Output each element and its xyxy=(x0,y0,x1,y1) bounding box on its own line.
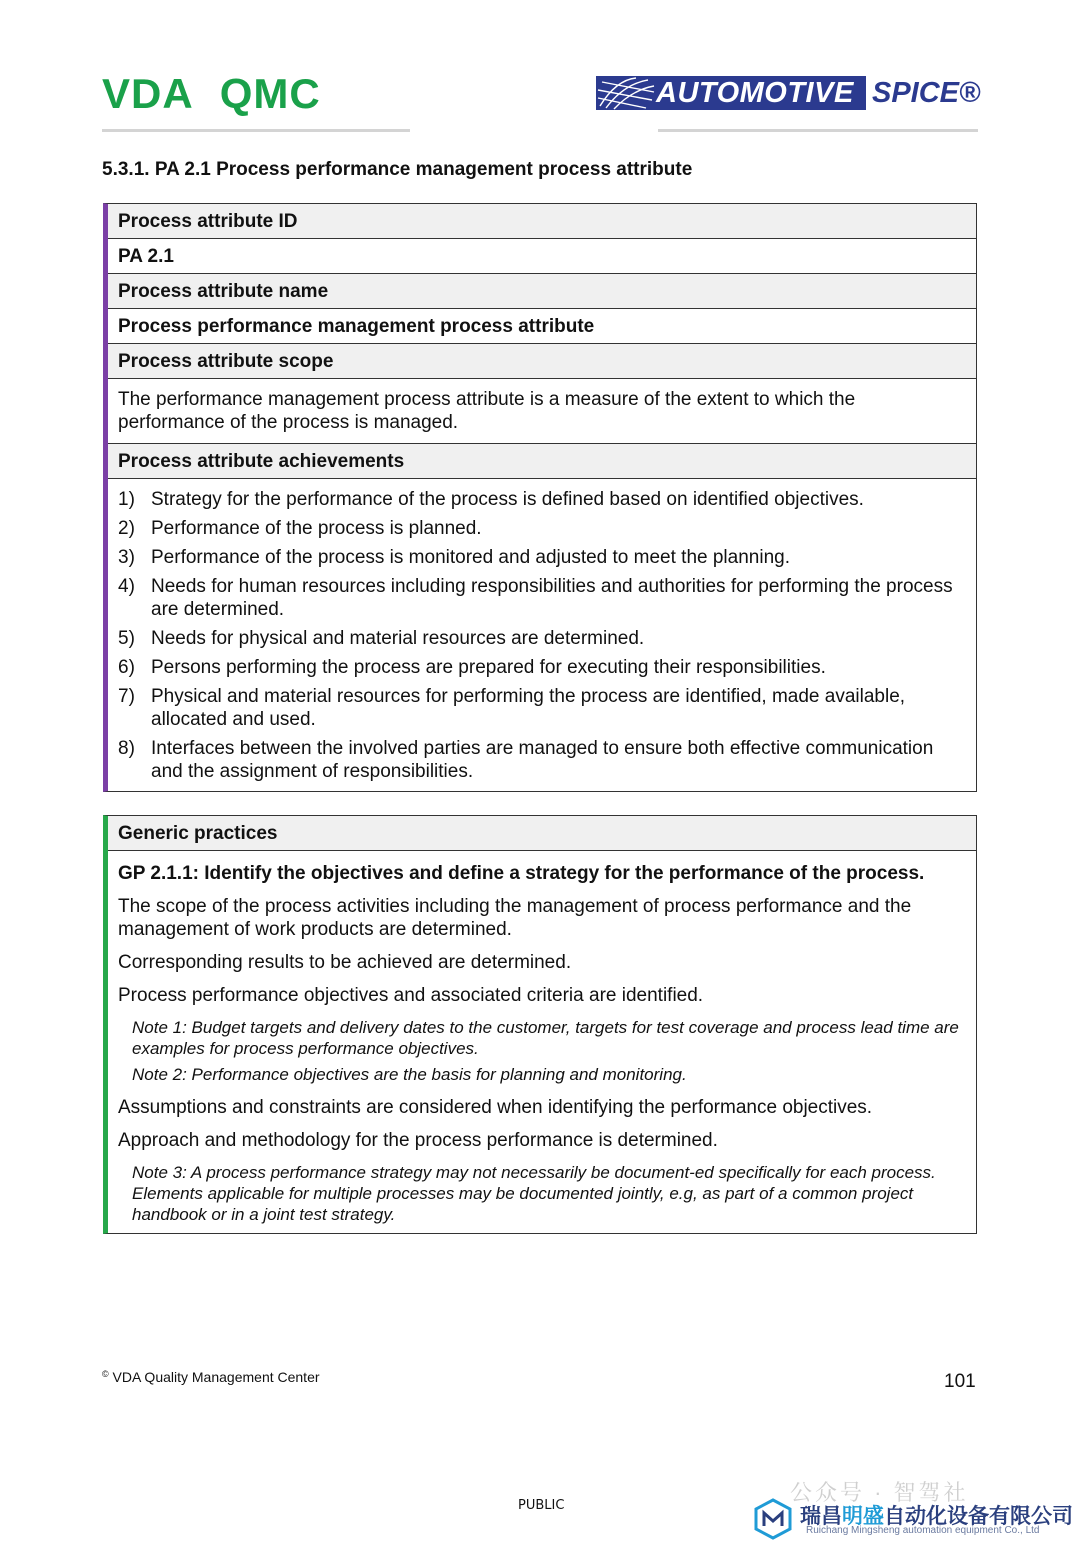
gp-paragraph: Approach and methodology for the process performance is determined. xyxy=(118,1130,718,1151)
watermark-ghost-text: 公众号 · 智驾社 xyxy=(790,1480,969,1505)
generic-practices-table xyxy=(103,815,977,1234)
list-item-text: Physical and material resources for performing the process are identified, made available, allocated and used. xyxy=(151,686,906,730)
gp-paragraph: Corresponding results to be achieved are determined. xyxy=(118,952,572,973)
generic-practices-header: Generic practices xyxy=(108,816,976,851)
company-cn-part2: 自动化设备有限公司 xyxy=(884,1504,1073,1528)
header-rule-left xyxy=(102,129,410,132)
company-cn-highlight: 明盛 xyxy=(842,1504,884,1528)
list-item xyxy=(118,656,966,679)
process-attribute-table xyxy=(103,203,977,792)
section-title: 5.3.1. PA 2.1 Process performance management process attribute xyxy=(102,159,693,180)
gp-paragraph: The scope of the process activities including the management of process performance and the management of work products are determined. xyxy=(118,896,912,940)
list-item-number: 3) xyxy=(118,547,135,568)
list-item-number: 8) xyxy=(118,738,135,759)
list-item xyxy=(118,737,966,783)
list-item-number: 6) xyxy=(118,657,135,678)
copyright-symbol: © xyxy=(102,1369,109,1379)
list-item xyxy=(118,546,966,569)
attribute-name-value: Process performance management process attribute xyxy=(108,309,976,344)
gp-paragraph: Assumptions and constraints are considered when identifying the performance objectives. xyxy=(118,1097,873,1118)
list-item xyxy=(118,627,966,650)
gp-paragraph: Process performance objectives and associated criteria are identified. xyxy=(118,985,704,1006)
list-item-text: Needs for physical and material resources are determined. xyxy=(151,628,645,649)
attribute-achievements-header: Process attribute achievements xyxy=(108,444,976,479)
list-item-number: 4) xyxy=(118,576,135,597)
attribute-id-value: PA 2.1 xyxy=(108,239,976,274)
vda-logo-text: VDA xyxy=(102,70,194,117)
gp-note: Note 2: Performance objectives are the basis for planning and monitoring. xyxy=(132,1065,687,1084)
list-item-text: Performance of the process is monitored and adjusted to meet the planning. xyxy=(151,547,790,568)
automotive-spice-logo xyxy=(596,76,981,110)
list-item-text: Interfaces between the involved parties are managed to ensure both effective communication and the assignment of responsibilities. xyxy=(151,738,934,782)
attribute-scope-header: Process attribute scope xyxy=(108,344,976,379)
gp-title: GP 2.1.1: Identify the objectives and define a strategy for the performance of the process. xyxy=(118,863,925,884)
list-item xyxy=(118,517,966,540)
list-item xyxy=(118,575,966,621)
achievements-list xyxy=(108,479,976,791)
list-item-text: Strategy for the performance of the process is defined based on identified objectives. xyxy=(151,489,864,510)
company-logo-icon xyxy=(752,1498,794,1540)
list-item-text: Persons performing the process are prepared for executing their responsibilities. xyxy=(151,657,826,678)
spice-word-spice: SPICE® xyxy=(872,77,981,109)
company-cn-part1: 瑞昌 xyxy=(800,1504,842,1528)
gp-note: Note 1: Budget targets and delivery dates to the customer, targets for test coverage and process lead time are examples for process performance objectives. xyxy=(132,1018,959,1058)
qmc-logo-text: QMC xyxy=(219,70,321,117)
attribute-id-header: Process attribute ID xyxy=(108,204,976,239)
list-item-number: 1) xyxy=(118,489,135,510)
vda-qmc-logo xyxy=(102,70,321,118)
copyright-text: VDA Quality Management Center xyxy=(112,1369,320,1385)
gp-note: Note 3: A process performance strategy may not necessarily be document-ed specifically for each process. Elements applicable for multiple processes may be documented jointly, e.g, as part of a common project handbook or in a joint test strategy. xyxy=(132,1163,936,1224)
list-item-number: 5) xyxy=(118,628,135,649)
page-number: 101 xyxy=(944,1371,976,1392)
list-item-number: 7) xyxy=(118,686,135,707)
classification-label: PUBLIC xyxy=(518,1498,565,1513)
watermark-company-en: Ruichang Mingsheng automation equipment Co., Ltd xyxy=(806,1525,1040,1536)
spice-word-automotive: AUTOMOTIVE xyxy=(656,77,854,109)
footer-copyright xyxy=(102,1369,320,1385)
list-item-text: Needs for human resources including responsibilities and authorities for performing the process are determined. xyxy=(151,576,953,620)
header-rule-right xyxy=(658,129,978,132)
attribute-scope-text: The performance management process attribute is a measure of the extent to which the performance of the process is managed. xyxy=(108,379,976,444)
list-item-number: 2) xyxy=(118,518,135,539)
globe-grid-icon xyxy=(596,76,656,110)
list-item-text: Performance of the process is planned. xyxy=(151,518,482,539)
generic-practice-body xyxy=(108,851,976,1233)
list-item xyxy=(118,685,966,731)
list-item xyxy=(118,488,966,511)
attribute-name-header: Process attribute name xyxy=(108,274,976,309)
